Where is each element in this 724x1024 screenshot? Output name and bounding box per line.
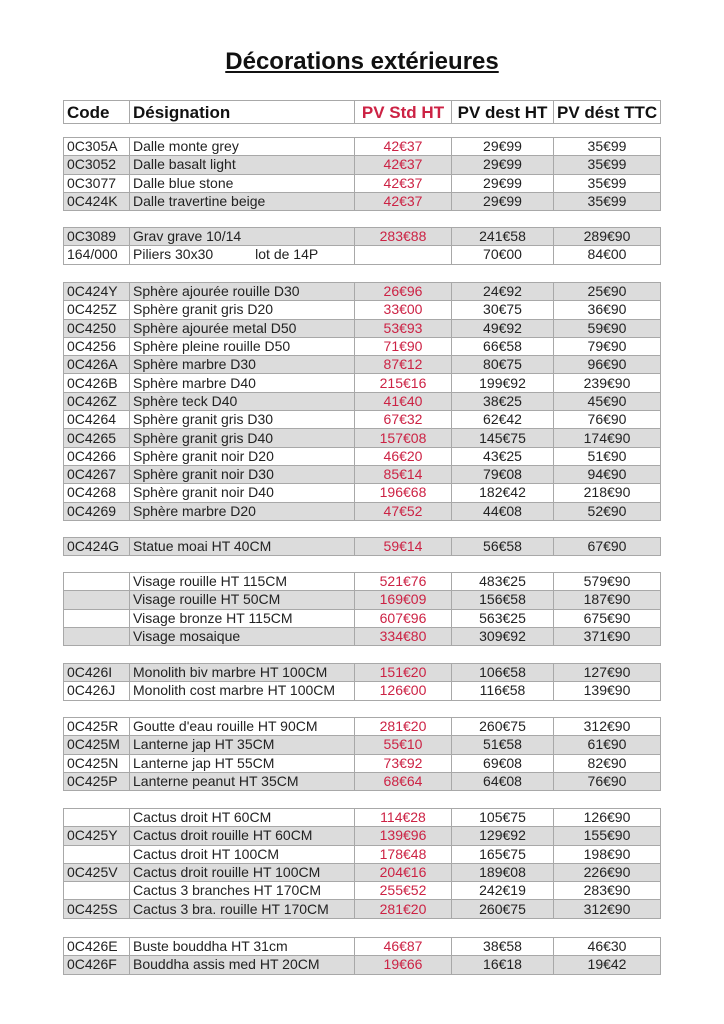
cell-pv-dest-ht: 165€75 xyxy=(452,845,554,863)
cell-pv-std-ht: 33€00 xyxy=(355,301,452,319)
cell-code: 0C424G xyxy=(64,538,130,556)
cell-designation: Dalle monte grey xyxy=(130,138,355,156)
cell-pv-dest-ht: 309€92 xyxy=(452,627,554,645)
cell-code: 0C425M xyxy=(64,736,130,754)
cell-designation: Cactus droit rouille HT 60CM xyxy=(130,827,355,845)
cell-code xyxy=(64,591,130,609)
cell-pv-std-ht: 126€00 xyxy=(355,682,452,700)
header-pv-std-ht: PV Std HT xyxy=(355,101,452,124)
cell-pv-dest-ht: 24€92 xyxy=(452,283,554,301)
table-row xyxy=(64,682,661,700)
product-group-table xyxy=(63,537,661,556)
table-row xyxy=(64,863,661,881)
table-row xyxy=(64,938,661,956)
cell-pv-std-ht: 521€76 xyxy=(355,573,452,591)
cell-designation: Sphère marbre D40 xyxy=(130,374,355,392)
table-row xyxy=(64,484,661,502)
cell-pv-dest-ht: 182€42 xyxy=(452,484,554,502)
cell-pv-dest-ht: 563€25 xyxy=(452,609,554,627)
cell-designation: Visage mosaique xyxy=(130,627,355,645)
cell-designation: Sphère granit gris D20 xyxy=(130,301,355,319)
table-row xyxy=(64,156,661,174)
designation-text: Piliers 30x30 xyxy=(133,246,214,263)
cell-pv-std-ht: 255€52 xyxy=(355,882,452,900)
cell-pv-dest-ttc: 19€42 xyxy=(554,956,661,974)
cell-pv-dest-ttc: 36€90 xyxy=(554,301,661,319)
cell-pv-dest-ttc: 675€90 xyxy=(554,609,661,627)
designation-extra: lot de 14P xyxy=(255,246,319,263)
cell-pv-dest-ttc: 46€30 xyxy=(554,938,661,956)
cell-pv-std-ht: 283€88 xyxy=(355,228,452,246)
cell-code: 0C426F xyxy=(64,956,130,974)
cell-code: 0C4265 xyxy=(64,429,130,447)
cell-designation: Dalle travertine beige xyxy=(130,192,355,210)
cell-pv-dest-ht: 16€18 xyxy=(452,956,554,974)
cell-pv-std-ht: 334€80 xyxy=(355,627,452,645)
cell-pv-dest-ttc: 79€90 xyxy=(554,337,661,355)
cell-designation: Lanterne jap HT 35CM xyxy=(130,736,355,754)
cell-code: 0C425Z xyxy=(64,301,130,319)
cell-code: 0C4264 xyxy=(64,411,130,429)
cell-pv-std-ht: 281€20 xyxy=(355,900,452,918)
cell-pv-dest-ttc: 25€90 xyxy=(554,283,661,301)
cell-pv-dest-ttc: 198€90 xyxy=(554,845,661,863)
cell-pv-std-ht: 178€48 xyxy=(355,845,452,863)
cell-pv-dest-ht: 29€99 xyxy=(452,156,554,174)
cell-pv-dest-ht: 106€58 xyxy=(452,664,554,682)
cell-pv-dest-ht: 105€75 xyxy=(452,809,554,827)
table-row xyxy=(64,845,661,863)
cell-pv-dest-ttc: 76€90 xyxy=(554,772,661,790)
table-row xyxy=(64,664,661,682)
cell-pv-dest-ttc: 126€90 xyxy=(554,809,661,827)
product-group-table xyxy=(63,227,661,265)
header-row xyxy=(64,101,661,124)
cell-designation: Visage bronze HT 115CM xyxy=(130,609,355,627)
cell-pv-dest-ttc: 371€90 xyxy=(554,627,661,645)
cell-pv-dest-ttc: 239€90 xyxy=(554,374,661,392)
table-row xyxy=(64,718,661,736)
cell-code: 0C3052 xyxy=(64,156,130,174)
cell-pv-std-ht: 47€52 xyxy=(355,502,452,520)
cell-pv-dest-ht: 29€99 xyxy=(452,174,554,192)
cell-designation: Sphère granit noir D30 xyxy=(130,465,355,483)
cell-pv-dest-ht: 38€25 xyxy=(452,392,554,410)
cell-pv-dest-ttc: 94€90 xyxy=(554,465,661,483)
cell-pv-dest-ttc: 139€90 xyxy=(554,682,661,700)
cell-pv-dest-ht: 80€75 xyxy=(452,356,554,374)
cell-pv-dest-ttc: 35€99 xyxy=(554,156,661,174)
table-row xyxy=(64,174,661,192)
cell-designation: Lanterne jap HT 55CM xyxy=(130,754,355,772)
page-title: Décorations extérieures xyxy=(225,48,499,75)
cell-designation: Cactus droit rouille HT 100CM xyxy=(130,863,355,881)
cell-pv-std-ht: 26€96 xyxy=(355,283,452,301)
cell-pv-dest-ht: 483€25 xyxy=(452,573,554,591)
cell-pv-std-ht: 139€96 xyxy=(355,827,452,845)
cell-pv-dest-ht: 62€42 xyxy=(452,411,554,429)
cell-code: 0C425S xyxy=(64,900,130,918)
table-row xyxy=(64,192,661,210)
cell-pv-std-ht: 169€09 xyxy=(355,591,452,609)
cell-pv-dest-ht: 49€92 xyxy=(452,319,554,337)
cell-pv-dest-ttc: 579€90 xyxy=(554,573,661,591)
table-row xyxy=(64,429,661,447)
cell-code xyxy=(64,627,130,645)
cell-pv-dest-ht: 66€58 xyxy=(452,337,554,355)
cell-pv-dest-ht: 156€58 xyxy=(452,591,554,609)
cell-pv-dest-ht: 241€58 xyxy=(452,228,554,246)
cell-pv-dest-ttc: 35€99 xyxy=(554,192,661,210)
cell-pv-dest-ttc: 283€90 xyxy=(554,882,661,900)
cell-pv-dest-ttc: 52€90 xyxy=(554,502,661,520)
cell-pv-std-ht: 41€40 xyxy=(355,392,452,410)
cell-pv-dest-ht: 145€75 xyxy=(452,429,554,447)
cell-pv-std-ht: 42€37 xyxy=(355,156,452,174)
cell-code: 0C426I xyxy=(64,664,130,682)
table-row xyxy=(64,827,661,845)
product-group-table xyxy=(63,808,661,919)
cell-designation: Sphère granit gris D40 xyxy=(130,429,355,447)
cell-designation: Sphère marbre D20 xyxy=(130,502,355,520)
cell-pv-std-ht: 42€37 xyxy=(355,138,452,156)
cell-pv-dest-ttc: 45€90 xyxy=(554,392,661,410)
cell-code: 0C426A xyxy=(64,356,130,374)
cell-code: 0C425N xyxy=(64,754,130,772)
product-group-table xyxy=(63,717,661,791)
table-row xyxy=(64,392,661,410)
cell-code: 0C425V xyxy=(64,863,130,881)
cell-pv-dest-ttc: 218€90 xyxy=(554,484,661,502)
cell-code xyxy=(64,809,130,827)
product-group-table xyxy=(63,937,661,975)
cell-code: 0C305A xyxy=(64,138,130,156)
cell-pv-std-ht: 73€92 xyxy=(355,754,452,772)
cell-pv-dest-ht: 38€58 xyxy=(452,938,554,956)
table-row xyxy=(64,319,661,337)
cell-pv-std-ht: 281€20 xyxy=(355,718,452,736)
cell-designation: Bouddha assis med HT 20CM xyxy=(130,956,355,974)
product-group-table xyxy=(63,137,661,211)
cell-designation: Buste bouddha HT 31cm xyxy=(130,938,355,956)
cell-designation: Sphère ajourée metal D50 xyxy=(130,319,355,337)
table-row xyxy=(64,809,661,827)
cell-code xyxy=(64,845,130,863)
cell-pv-std-ht: 59€14 xyxy=(355,538,452,556)
cell-designation: Sphère pleine rouille D50 xyxy=(130,337,355,355)
cell-designation: Cactus 3 branches HT 170CM xyxy=(130,882,355,900)
cell-pv-std-ht: 46€20 xyxy=(355,447,452,465)
product-group-table xyxy=(63,663,661,701)
cell-pv-dest-ht: 30€75 xyxy=(452,301,554,319)
cell-code: 0C4268 xyxy=(64,484,130,502)
header-pv-dest-ht: PV dest HT xyxy=(452,101,554,124)
cell-pv-std-ht: 71€90 xyxy=(355,337,452,355)
cell-pv-dest-ht: 260€75 xyxy=(452,900,554,918)
product-group-table xyxy=(63,572,661,646)
cell-designation: Dalle blue stone xyxy=(130,174,355,192)
cell-pv-std-ht: 68€64 xyxy=(355,772,452,790)
cell-pv-dest-ttc: 76€90 xyxy=(554,411,661,429)
cell-pv-dest-ttc: 61€90 xyxy=(554,736,661,754)
cell-pv-dest-ttc: 51€90 xyxy=(554,447,661,465)
cell-pv-dest-ht: 129€92 xyxy=(452,827,554,845)
cell-code: 0C426B xyxy=(64,374,130,392)
table-row xyxy=(64,591,661,609)
table-row xyxy=(64,900,661,918)
cell-pv-dest-ttc: 312€90 xyxy=(554,718,661,736)
cell-pv-dest-ttc: 289€90 xyxy=(554,228,661,246)
cell-pv-std-ht: 42€37 xyxy=(355,174,452,192)
cell-pv-dest-ttc: 312€90 xyxy=(554,900,661,918)
table-row xyxy=(64,447,661,465)
cell-pv-std-ht: 42€37 xyxy=(355,192,452,210)
cell-pv-std-ht: 114€28 xyxy=(355,809,452,827)
cell-pv-std-ht: 53€93 xyxy=(355,319,452,337)
table-row xyxy=(64,138,661,156)
table-row xyxy=(64,301,661,319)
cell-pv-dest-ttc: 155€90 xyxy=(554,827,661,845)
cell-pv-std-ht: 87€12 xyxy=(355,356,452,374)
cell-designation: Grav grave 10/14 xyxy=(130,228,355,246)
cell-pv-dest-ttc: 35€99 xyxy=(554,174,661,192)
cell-pv-std-ht: 67€32 xyxy=(355,411,452,429)
cell-pv-std-ht: 46€87 xyxy=(355,938,452,956)
cell-pv-dest-ttc: 96€90 xyxy=(554,356,661,374)
cell-designation: Sphère ajourée rouille D30 xyxy=(130,283,355,301)
cell-pv-std-ht xyxy=(355,246,452,264)
table-row xyxy=(64,374,661,392)
cell-designation: Lanterne peanut HT 35CM xyxy=(130,772,355,790)
header-designation: Désignation xyxy=(130,101,355,124)
cell-designation: Monolith biv marbre HT 100CM xyxy=(130,664,355,682)
cell-code: 0C3077 xyxy=(64,174,130,192)
cell-pv-dest-ht: 70€00 xyxy=(452,246,554,264)
table-row xyxy=(64,465,661,483)
cell-designation xyxy=(130,246,355,264)
cell-pv-std-ht: 157€08 xyxy=(355,429,452,447)
table-row xyxy=(64,956,661,974)
cell-pv-dest-ht: 79€08 xyxy=(452,465,554,483)
cell-pv-std-ht: 151€20 xyxy=(355,664,452,682)
table-row xyxy=(64,502,661,520)
cell-code: 0C4266 xyxy=(64,447,130,465)
header-table xyxy=(63,100,661,124)
cell-pv-dest-ttc: 84€00 xyxy=(554,246,661,264)
cell-pv-std-ht: 19€66 xyxy=(355,956,452,974)
cell-pv-std-ht: 204€16 xyxy=(355,863,452,881)
cell-designation: Visage rouille HT 50CM xyxy=(130,591,355,609)
table-row xyxy=(64,609,661,627)
cell-code: 0C3089 xyxy=(64,228,130,246)
cell-designation: Sphère teck D40 xyxy=(130,392,355,410)
cell-pv-dest-ttc: 67€90 xyxy=(554,538,661,556)
cell-designation: Goutte d'eau rouille HT 90CM xyxy=(130,718,355,736)
cell-code: 0C426J xyxy=(64,682,130,700)
cell-pv-dest-ttc: 187€90 xyxy=(554,591,661,609)
table-row xyxy=(64,228,661,246)
cell-pv-dest-ht: 64€08 xyxy=(452,772,554,790)
header-code: Code xyxy=(64,101,130,124)
cell-code: 0C425P xyxy=(64,772,130,790)
cell-pv-dest-ttc: 59€90 xyxy=(554,319,661,337)
cell-designation: Dalle basalt light xyxy=(130,156,355,174)
cell-code: 0C425R xyxy=(64,718,130,736)
cell-code: 0C4269 xyxy=(64,502,130,520)
cell-pv-dest-ht: 189€08 xyxy=(452,863,554,881)
header-pv-dest-ttc: PV dést TTC xyxy=(554,101,661,124)
cell-pv-dest-ttc: 226€90 xyxy=(554,863,661,881)
table-row xyxy=(64,283,661,301)
table-row xyxy=(64,246,661,264)
cell-pv-dest-ttc: 174€90 xyxy=(554,429,661,447)
cell-code xyxy=(64,882,130,900)
cell-code: 0C4256 xyxy=(64,337,130,355)
cell-pv-dest-ht: 260€75 xyxy=(452,718,554,736)
cell-pv-dest-ht: 29€99 xyxy=(452,138,554,156)
cell-code: 164/000 xyxy=(64,246,130,264)
cell-pv-dest-ht: 69€08 xyxy=(452,754,554,772)
cell-pv-dest-ht: 242€19 xyxy=(452,882,554,900)
cell-designation: Visage rouille HT 115CM xyxy=(130,573,355,591)
cell-pv-std-ht: 55€10 xyxy=(355,736,452,754)
cell-designation: Sphère granit noir D20 xyxy=(130,447,355,465)
cell-designation: Sphère granit gris D30 xyxy=(130,411,355,429)
cell-code: 0C426Z xyxy=(64,392,130,410)
table-row xyxy=(64,736,661,754)
table-row xyxy=(64,337,661,355)
cell-pv-dest-ht: 44€08 xyxy=(452,502,554,520)
product-group-table xyxy=(63,282,661,521)
table-row xyxy=(64,754,661,772)
cell-pv-dest-ttc: 35€99 xyxy=(554,138,661,156)
cell-designation: Sphère granit noir D40 xyxy=(130,484,355,502)
cell-designation: Sphère marbre D30 xyxy=(130,356,355,374)
cell-code: 0C4250 xyxy=(64,319,130,337)
cell-pv-dest-ht: 199€92 xyxy=(452,374,554,392)
table-row xyxy=(64,411,661,429)
cell-code: 0C426E xyxy=(64,938,130,956)
table-row xyxy=(64,573,661,591)
cell-pv-dest-ht: 56€58 xyxy=(452,538,554,556)
cell-pv-std-ht: 196€68 xyxy=(355,484,452,502)
cell-code xyxy=(64,573,130,591)
cell-designation: Monolith cost marbre HT 100CM xyxy=(130,682,355,700)
cell-pv-std-ht: 85€14 xyxy=(355,465,452,483)
cell-pv-std-ht: 607€96 xyxy=(355,609,452,627)
cell-code: 0C4267 xyxy=(64,465,130,483)
cell-code xyxy=(64,609,130,627)
cell-designation: Cactus droit HT 100CM xyxy=(130,845,355,863)
table-row xyxy=(64,356,661,374)
cell-pv-dest-ht: 116€58 xyxy=(452,682,554,700)
cell-pv-dest-ttc: 82€90 xyxy=(554,754,661,772)
cell-designation: Statue moai HT 40CM xyxy=(130,538,355,556)
cell-code: 0C424K xyxy=(64,192,130,210)
cell-pv-dest-ht: 43€25 xyxy=(452,447,554,465)
cell-pv-dest-ht: 29€99 xyxy=(452,192,554,210)
cell-code: 0C425Y xyxy=(64,827,130,845)
table-row xyxy=(64,538,661,556)
cell-pv-dest-ht: 51€58 xyxy=(452,736,554,754)
cell-code: 0C424Y xyxy=(64,283,130,301)
table-row xyxy=(64,882,661,900)
cell-pv-dest-ttc: 127€90 xyxy=(554,664,661,682)
table-row xyxy=(64,772,661,790)
cell-pv-std-ht: 215€16 xyxy=(355,374,452,392)
cell-designation: Cactus 3 bra. rouille HT 170CM xyxy=(130,900,355,918)
cell-designation: Cactus droit HT 60CM xyxy=(130,809,355,827)
table-row xyxy=(64,627,661,645)
